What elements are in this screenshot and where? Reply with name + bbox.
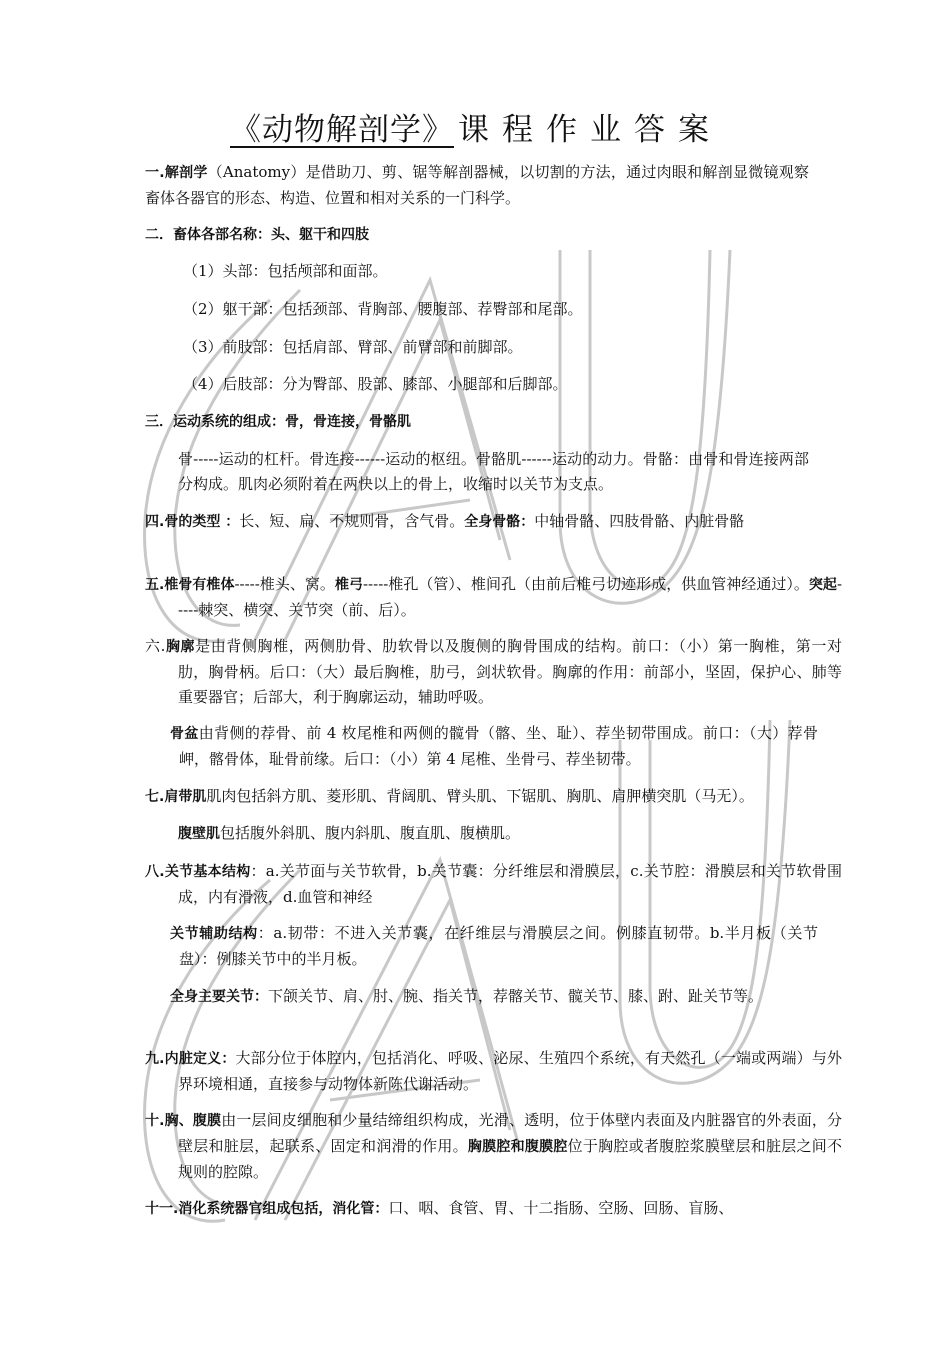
- section-7-term-2: 腹壁肌: [178, 826, 220, 842]
- section-8-term: 关节基本结构: [164, 864, 251, 880]
- section-4-term-2: 全身骨骼：: [464, 514, 535, 530]
- section-6-term: 胸廓: [165, 639, 196, 655]
- section-1-text: 是借助刀、剪、锯等解剖器械，以切割的方法，通过肉眼和解剖显微镜观察畜体各器官的形态、构造、位置和相对关系的一门科学。: [145, 163, 809, 207]
- section-8-joints: 全身主要关节：下颌关节、肩、肘、腕、指关节，荐髂关节、髋关节、膝、跗、趾关节等。: [170, 987, 764, 1005]
- section-2-item: （3）前肢部：包括肩部、臂部、前臂部和前脚部。: [183, 338, 523, 356]
- section-3-text: 骨-----运动的杠杆。骨连接------运动的枢纽。骨骼肌------运动的动力。骨骼：由骨和骨连接两部分构成。肌肉必须附着在两快以上的骨上，收缩时以关节为支点。: [178, 450, 809, 493]
- section-11: 十一.消化系统器官组成包括，消化管：口、咽、食管、胃、十二指肠、空肠、回肠、盲肠、: [145, 1199, 734, 1217]
- section-5: 五.椎骨有椎体-----椎头、窝。椎弓-----椎孔（管）、椎间孔（由前后椎弓切迹形成，供血管神经通过）。突起-----棘突、横突、关节突（前、后）。: [145, 575, 843, 619]
- section-1-latin: （Anatomy）: [207, 163, 306, 181]
- section-10-term: 胸、腹膜: [164, 1113, 222, 1129]
- section-6: 六.胸廓是由背侧胸椎，两侧肋骨、肋软骨以及腹侧的胸骨围成的结构。前口：（小）第一胸椎，第一对肋，胸骨柄。后口：（大）最后胸椎，肋弓，剑状软骨。胸廓的作用：前部小，坚固，保护心、肺等重要器官；后部大，利于胸廓运动，辅助呼吸。: [145, 637, 842, 706]
- section-10: 十.胸、腹膜由一层间皮细胞和少量结缔组织构成，光滑、透明，位于体壁内表面及内脏器官的外表面，分壁层和脏层，起联系、固定和润滑的作用。胸膜腔和腹膜腔位于胸腔或者腹腔浆膜壁层和脏层之间不规则的腔隙。: [145, 1111, 842, 1181]
- section-6-term-2: 骨盆: [170, 726, 199, 742]
- section-1: [145, 160, 809, 211]
- section-2-item: （4）后肢部：分为臀部、股部、膝部、小腿部和后脚部。: [183, 375, 568, 393]
- section-1-num: 一.: [145, 165, 165, 181]
- section-9: 九.内脏定义：大部分位于体腔内，包括消化、呼吸、泌尿、生殖四个系统，有天然孔（一端或两端）与外界环境相通，直接参与动物体新陈代谢活动。: [145, 1049, 842, 1093]
- section-2-item: （2）躯干部：包括颈部、背胸部、腰腹部、荐臀部和尾部。: [183, 300, 583, 318]
- document-title: [0, 108, 952, 152]
- section-5-term-3: 突起: [808, 577, 837, 593]
- section-8-term-2: 关节辅助结构: [170, 926, 258, 942]
- section-8-term-3: 全身主要关节：: [170, 989, 268, 1005]
- section-7: 七.肩带肌肌肉包括斜方肌、菱形肌、背阔肌、臂头肌、下锯肌、胸肌、肩胛横突肌（马无）。: [145, 787, 754, 805]
- section-2-heading: 二．畜体各部名称：头、躯干和四肢: [145, 227, 369, 243]
- section-5-term-1: 椎骨有椎体: [164, 577, 235, 593]
- title-main: 《动物解剖学》: [230, 112, 454, 148]
- section-9-term: 内脏定义：: [164, 1051, 236, 1067]
- section-1-term: 解剖学: [164, 165, 208, 181]
- section-10-term-2: 胸膜腔和腹膜腔: [467, 1139, 568, 1155]
- section-8: 八.关节基本结构：a.关节面与关节软骨，b.关节囊：分纤维层和滑膜层，c.关节腔：滑膜层和关节软骨围成，内有滑液，d.血管和神经: [145, 862, 842, 906]
- section-6-pelvis: 骨盆由背侧的荐骨、前 4 枚尾椎和两侧的髋骨（髂、坐、耻）、荐坐韧带围成。前口：（大）荐骨岬，髂骨体，耻骨前缘。后口：（小）第 4 尾椎、坐骨弓、荐坐韧带。: [170, 724, 819, 768]
- title-sub: 课程作业答案: [458, 112, 722, 148]
- section-5-term-2: 椎弓: [334, 577, 363, 593]
- section-7-term: 肩带肌: [164, 789, 207, 805]
- section-8-auxiliary: 关节辅助结构：a.韧带：不进入关节囊，在纤维层与滑膜层之间。例膝直韧带。b.半月板（关节盘）：例膝关节中的半月板。: [170, 924, 818, 968]
- section-4-term-1: 骨的类型 ：: [164, 514, 240, 530]
- section-2-item: （1）头部：包括颅部和面部。: [183, 262, 388, 280]
- section-4: 四.骨的类型 ：长、短、扁、不规则骨，含气骨。全身骨骼：中轴骨骼、四肢骨骼、内脏骨骼: [145, 512, 745, 530]
- section-7-abdominal: 腹壁肌包括腹外斜肌、腹内斜肌、腹直肌、腹横肌。: [178, 824, 521, 842]
- section-11-term: 消化系统器官组成包括，消化管：: [178, 1201, 389, 1217]
- section-3-heading: 三．运动系统的组成：骨，骨连接，骨骼肌: [145, 414, 411, 430]
